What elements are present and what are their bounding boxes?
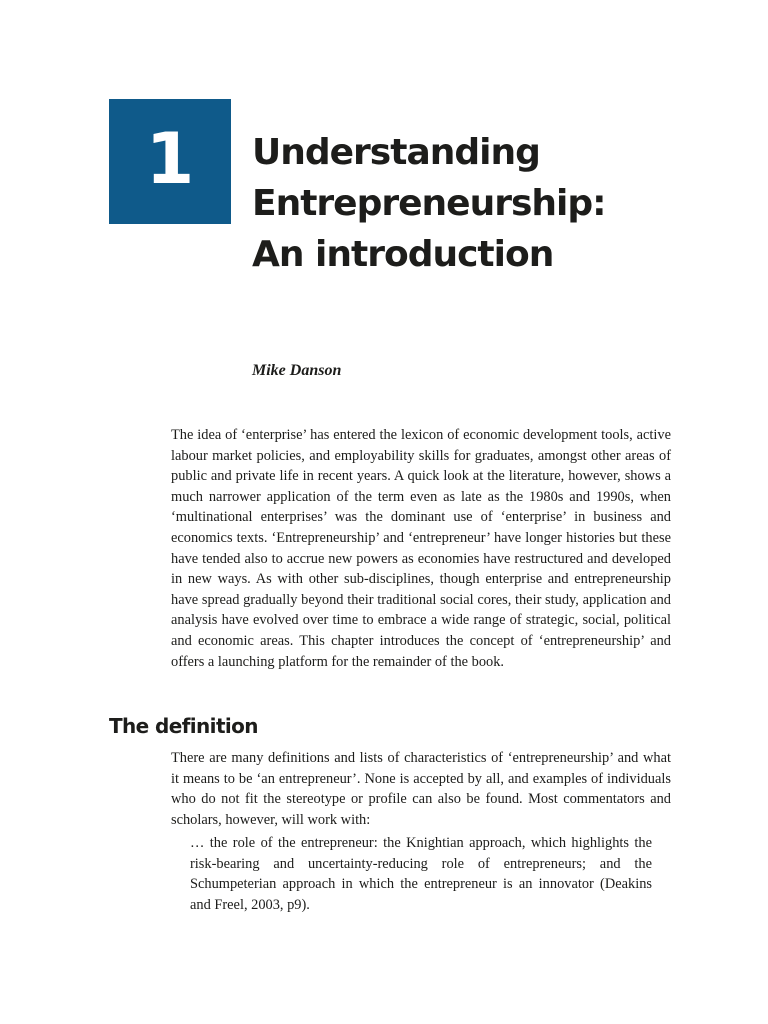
section-heading: The definition: [109, 714, 258, 738]
chapter-number: 1: [145, 117, 195, 200]
block-quote: … the role of the entrepreneur: the Knightian approach, which highlights the risk-bearing and uncertainty-reducing role of entrepreneurs; and the Schumpeterian approach in which the entrepreneur is an innovator (Deakins and Freel, 2003, p9).: [190, 835, 652, 913]
chapter-title-line-2: Entrepreneurship:: [252, 183, 606, 224]
chapter-title-line-3: An introduction: [252, 234, 554, 275]
intro-paragraph: The idea of ‘enterprise’ has entered the lexicon of economic development tools, active labour market policies, and employability skills for graduates, amongst other areas of public and private life in recent years. A quick look at the literature, however, shows a much narrower application of the term even as late as the 1980s and 1990s, when ‘multinational enterprises’ was the dominant use of ‘enterprise’ in business and economics texts. ‘Entrepreneurship’ and ‘entrepreneur’ have longer histories but these have tended also to accrue new powers as economies have restructured and developed in new ways. As with other sub-disciplines, though enterprise and entrepreneurship have spread gradually beyond their traditional social cores, their study, application and analysis have evolved over time to embrace a wide range of strategic, social, political and economic areas. This chapter introduces the concept of ‘entrepreneurship’ and offers a launching platform for the remainder of the book.: [171, 427, 671, 670]
author-name: Mike Danson: [252, 362, 342, 379]
chapter-title-line-1: Understanding: [252, 132, 540, 173]
definition-paragraph: There are many definitions and lists of characteristics of ‘entrepreneurship’ and what it means to be ‘an entrepreneur’. None is accepted by all, and examples of individuals who do not fit the stereotype or profile can also be found. Most commentators and scholars, however, will work with:: [171, 750, 671, 828]
chapter-number-box: [109, 99, 231, 224]
chapter-title: [252, 127, 606, 280]
